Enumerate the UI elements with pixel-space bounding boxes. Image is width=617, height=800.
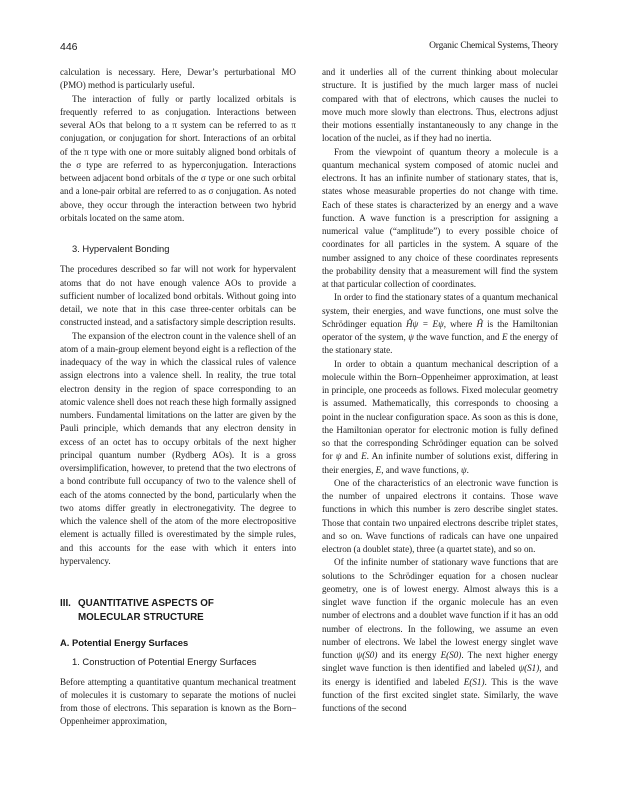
paragraph: calculation is necessary. Here, Dewar’s perturbational MO (PMO) method is particularly useful. [60, 67, 296, 91]
section-title-line-2: MOLECULAR STRUCTURE [78, 611, 204, 623]
text-run: Of the infinite number of stationary wave functions that are solutions to the Schrödinger equation for a chosen nuclear geometry, one is of lowest energy. Almost always this is a singlet wave function if the organic molecule has an even number of electrons and a doublet wave function if it has an odd number of electrons. In the following, we assume an even number of electrons. We label the lowest energy singlet wave function [322, 557, 558, 660]
math-symbol: E [375, 464, 382, 475]
schrodinger-equation: Ĥψ = Eψ [405, 318, 444, 329]
right-column [322, 66, 558, 715]
left-column [60, 66, 296, 729]
page-number: 446 [60, 41, 78, 53]
math-symbol: E [501, 332, 508, 342]
section-number: III. [60, 598, 71, 609]
math-symbol: Ĥ [476, 318, 484, 329]
subsubsection-heading: 1. Construction of Potential Energy Surfaces [72, 656, 257, 668]
text-run: , and its energy is identified and labeled [322, 663, 558, 687]
text-run: the energy of the stationary state. [322, 332, 559, 356]
text-run: In order to find the stationary states of a quantum mechanical system, their energies, and wave functions, one must solve the Schrödinger equation [322, 292, 558, 329]
text-run: . This is the wave function of the first excited singlet state. Similarly, the wave functions of the second [322, 676, 559, 713]
math-symbol: ψ [461, 464, 467, 475]
text-run: , and wave functions, [381, 464, 461, 475]
section-heading [60, 597, 296, 624]
paragraph: and it underlies all of the current thinking about molecular structure. It is justified by the much larger mass of nuclei compared with that of electrons, which causes the nuclei to move much more slowly than electrons. Thus, electrons adjust their motions essentially instantaneously to any change in the location of the nuclei, as if they had no inertia. [322, 67, 558, 144]
subsection-heading: A. Potential Energy Surfaces [60, 637, 189, 648]
page-header [60, 41, 558, 55]
math-symbol: E [361, 451, 367, 462]
paragraph: The procedures described so far will not work for hypervalent atoms that do not have enough valence AOs to provide a sufficient number of localized bond orbitals. Without going into detail, we note that in this case three-center orbitals can be constructed instead, and a satisfactory simple description results. [60, 264, 296, 328]
text-run: . The next higher energy singlet wave function is then identified and labeled [322, 650, 558, 674]
text-run: . [466, 464, 469, 475]
paragraph: The interaction of fully or partly localized orbitals is frequently referred to as conjugation. Interactions between several AOs that belong to a π system can be referred to as π conjugation, or conjugation for short. Interactions of an orbital of the π type with one or more suitably aligned bond orbitals of the σ type are referred to as hyperconjugation. Interactions between adjacent bond orbitals of the σ type or one such orbital and a lone-pair orbital are referred to as σ conjugation. As noted above, they occur through the interaction between two hybrid orbitals located on the same atom. [60, 93, 296, 223]
running-head: Organic Chemical Systems, Theory [429, 41, 558, 51]
section-title-line-1: QUANTITATIVE ASPECTS OF [78, 598, 214, 609]
text-run: is the Hamiltonian operator of the system, [322, 318, 558, 342]
text-run: In order to obtain a quantum mechanical description of a molecule within the Born–Oppenheimer approximation, at least in principle, one proceeds as follows. Fixed molecular geometry is assumed. Mathematically, this corresponds to choosing a point in the nuclear configuration space. As soon as this is done, the Hamiltonian operator for electronic motion is fully defined so that the corresponding Schrödinger equation can be solved for [322, 358, 558, 462]
text-run: . An infinite number of solutions exist, differing in their energies, [322, 451, 558, 475]
subsubsection-heading: 3. Hypervalent Bonding [72, 243, 170, 254]
paragraph: Before attempting a quantitative quantum mechanical treatment of molecules it is customary to separate the motions of nuclei from those of electrons. This separation is known as the Born–Oppenheimer approximation, [60, 676, 296, 727]
math-symbol: E(S1) [463, 676, 485, 687]
paragraph: From the viewpoint of quantum theory a molecule is a quantum mechanical system composed of atomic nuclei and electrons. It has an infinite number of stationary states, that is, states whose measurable properties do not change with time. Each of these states is characterized by an energy and a wave function. A wave function is a prescription for assigning a numerical value (“amplitude”) to every possible choice of coordinates for all particles in the system. A square of the number assigned to any choice of these coordinates represents the probability density that a measurement will find the system at that particular collection of coordinates. [322, 146, 558, 289]
text-run: and [341, 451, 362, 462]
paragraph [322, 556, 558, 715]
math-symbol: ψ(S0) [356, 650, 378, 660]
text-run: , where [443, 318, 477, 329]
math-symbol: ψ(S1) [518, 663, 540, 674]
paragraph [322, 291, 558, 357]
math-symbol: E(S0) [440, 650, 462, 660]
paragraph: One of the characteristics of an electronic wave function is the number of unpaired electrons it contains. Those wave functions in which this number is zero describe singlet states. Those that contain two unpaired electrons describe triplet states, and so on. Wave functions of radicals can have one unpaired electron (a doublet state), three (a quartet state), and so on. [322, 477, 558, 554]
paragraph: The expansion of the electron count in the valence shell of an atom of a main-group element beyond eight is a reflection of the inadequacy of the way in which the classical rules of valence assign electrons into a valence shell. In reality, the true total electron density in the region of space corresponding to an atomic valence shell does not reach these high formally assigned numbers. Fundamental limitations on the latter are given by the Pauli principle, which demands that any electron density in excess of an octet has to occupy orbitals of the next higher principal quantum number (Rydberg AOs). It is a gross oversimplification, however, to pretend that the two electrons of a bond contribute full occupancy of two to the valence shell of each of the atoms connected by the bond, particularly when the two atoms differ greatly in electronegativity. The degree to which the valence shell of the atom of the more electropositive element is actually filled is overestimated by the simple rules, and this accounts for the ease with which it enters into hypervalency. [60, 330, 296, 566]
paragraph [322, 358, 558, 477]
text-run: and its energy [377, 650, 441, 660]
text-run: the wave function, and [413, 332, 502, 342]
math-symbol: ψ [408, 332, 414, 342]
math-symbol: ψ [335, 451, 342, 462]
